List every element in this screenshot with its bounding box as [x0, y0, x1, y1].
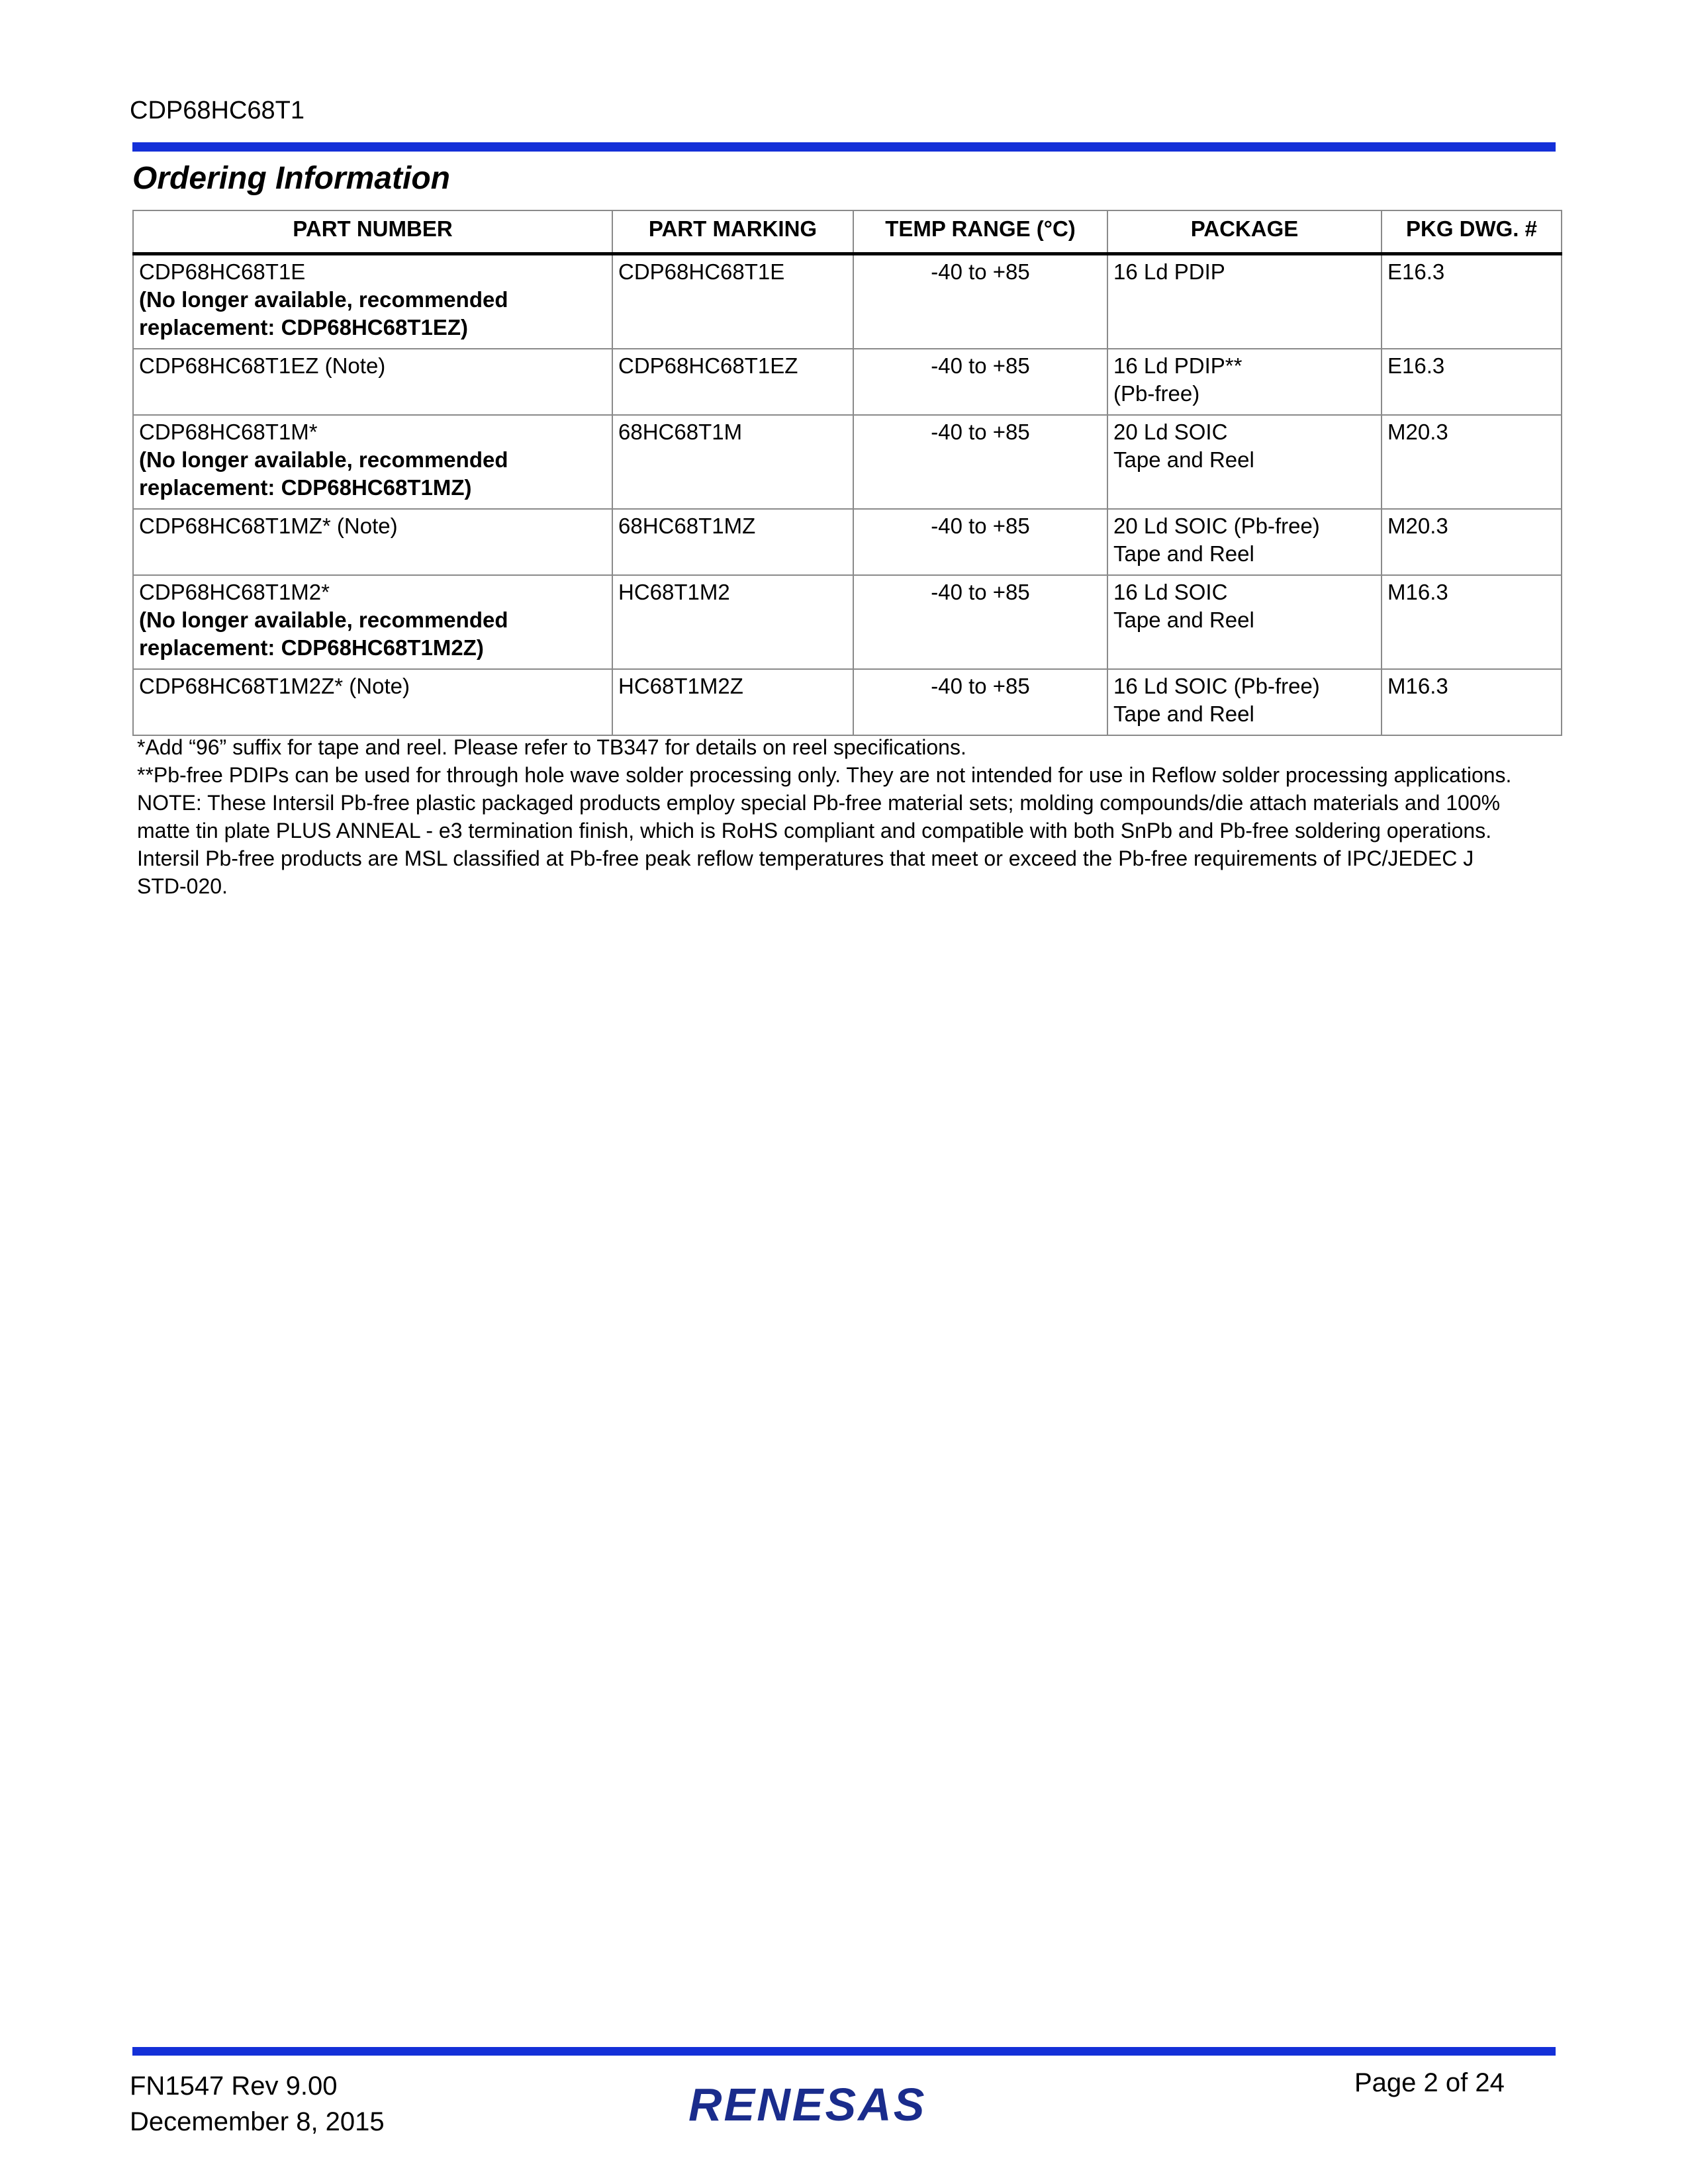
pbfree-note-line: Intersil Pb-free products are MSL classified at Pb-free peak reflow temperatures that meet or exceed the Pb-free requirements of IPC/JEDEC J [137, 846, 1474, 870]
table-row [133, 349, 1562, 415]
replacement-note: replacement: CDP68HC68T1M2Z) [139, 635, 484, 660]
part-number-cell [133, 669, 612, 735]
column-header-temp-range: TEMP RANGE (°C) [853, 210, 1107, 254]
footer-rule [132, 2047, 1556, 2056]
part-number-cell [133, 415, 612, 509]
package-detail: Tape and Reel [1113, 702, 1254, 726]
renesas-logo [686, 2078, 964, 2134]
part-number-cell [133, 575, 612, 669]
logo-text: RENESAS [688, 2079, 927, 2130]
column-header-package: PACKAGE [1107, 210, 1382, 254]
package: 20 Ld SOIC (Pb-free) [1113, 514, 1320, 538]
part-number-cell [133, 349, 612, 415]
page-number: Page 2 of 24 [1354, 2068, 1505, 2097]
pkg-dwg: M16.3 [1382, 669, 1562, 735]
part-marking: 68HC68T1MZ [612, 509, 853, 575]
part-marking: CDP68HC68T1E [612, 254, 853, 349]
package-cell [1107, 575, 1382, 669]
part-marking: HC68T1M2Z [612, 669, 853, 735]
table-row [133, 254, 1562, 349]
availability-note: (No longer available, recommended [139, 447, 508, 472]
package: 16 Ld SOIC (Pb-free) [1113, 674, 1320, 698]
table-row [133, 415, 1562, 509]
pkg-dwg: E16.3 [1382, 254, 1562, 349]
package-detail: Tape and Reel [1113, 541, 1254, 566]
temp-range: -40 to +85 [853, 349, 1107, 415]
package: 20 Ld SOIC [1113, 420, 1228, 444]
section-title: Ordering Information [132, 161, 450, 196]
package: 16 Ld PDIP [1113, 259, 1225, 284]
temp-range: -40 to +85 [853, 509, 1107, 575]
availability-note: (No longer available, recommended [139, 287, 508, 312]
table-notes [137, 733, 1567, 900]
column-header-pkg-dwg: PKG DWG. # [1382, 210, 1562, 254]
package-cell [1107, 669, 1382, 735]
pbfree-note-line: STD-020. [137, 874, 228, 898]
part-number: CDP68HC68T1M2* [139, 580, 330, 604]
pbfree-note-line: NOTE: These Intersil Pb-free plastic packaged products employ special Pb-free material sets; molding compounds/die attach materials and 100% [137, 791, 1501, 815]
temp-range: -40 to +85 [853, 415, 1107, 509]
package-cell [1107, 349, 1382, 415]
package: 16 Ld PDIP** [1113, 353, 1243, 378]
table-row [133, 575, 1562, 669]
package-cell [1107, 509, 1382, 575]
table-header-row [133, 210, 1562, 254]
document-code: CDP68HC68T1 [130, 97, 305, 124]
package-cell [1107, 254, 1382, 349]
temp-range: -40 to +85 [853, 669, 1107, 735]
table-row [133, 509, 1562, 575]
package-detail: Tape and Reel [1113, 608, 1254, 632]
part-marking: 68HC68T1M [612, 415, 853, 509]
column-header-part-number: PART NUMBER [133, 210, 612, 254]
part-number: CDP68HC68T1M* [139, 420, 318, 444]
part-number: CDP68HC68T1E [139, 259, 306, 284]
availability-note: (No longer available, recommended [139, 608, 508, 632]
document-date: Decemember 8, 2015 [130, 2107, 385, 2136]
part-number: CDP68HC68T1EZ (Note) [139, 353, 386, 378]
header-rule [132, 142, 1556, 152]
replacement-note: replacement: CDP68HC68T1MZ) [139, 475, 472, 500]
part-number: CDP68HC68T1M2Z* (Note) [139, 674, 410, 698]
pkg-dwg: M20.3 [1382, 415, 1562, 509]
pbfree-pdip-note: **Pb-free PDIPs can be used for through hole wave solder processing only. They are not intended for use in Reflow solder processing applications. [137, 763, 1512, 787]
tape-reel-note: *Add “96” suffix for tape and reel. Please refer to TB347 for details on reel specifications. [137, 735, 966, 759]
column-header-part-marking: PART MARKING [612, 210, 853, 254]
pkg-dwg: M20.3 [1382, 509, 1562, 575]
package-detail: (Pb-free) [1113, 381, 1200, 406]
replacement-note: replacement: CDP68HC68T1EZ) [139, 315, 468, 340]
document-revision: FN1547 Rev 9.00 [130, 2071, 338, 2101]
package-cell [1107, 415, 1382, 509]
package-detail: Tape and Reel [1113, 447, 1254, 472]
pkg-dwg: M16.3 [1382, 575, 1562, 669]
footer-left [130, 2068, 385, 2140]
pbfree-note-line: matte tin plate PLUS ANNEAL - e3 termination finish, which is RoHS compliant and compatible with both SnPb and Pb-free soldering operations. [137, 819, 1492, 842]
temp-range: -40 to +85 [853, 575, 1107, 669]
part-number-cell [133, 509, 612, 575]
package: 16 Ld SOIC [1113, 580, 1228, 604]
part-number: CDP68HC68T1MZ* (Note) [139, 514, 398, 538]
pkg-dwg: E16.3 [1382, 349, 1562, 415]
table-row [133, 669, 1562, 735]
part-number-cell [133, 254, 612, 349]
temp-range: -40 to +85 [853, 254, 1107, 349]
part-marking: CDP68HC68T1EZ [612, 349, 853, 415]
part-marking: HC68T1M2 [612, 575, 853, 669]
ordering-table [132, 210, 1562, 736]
